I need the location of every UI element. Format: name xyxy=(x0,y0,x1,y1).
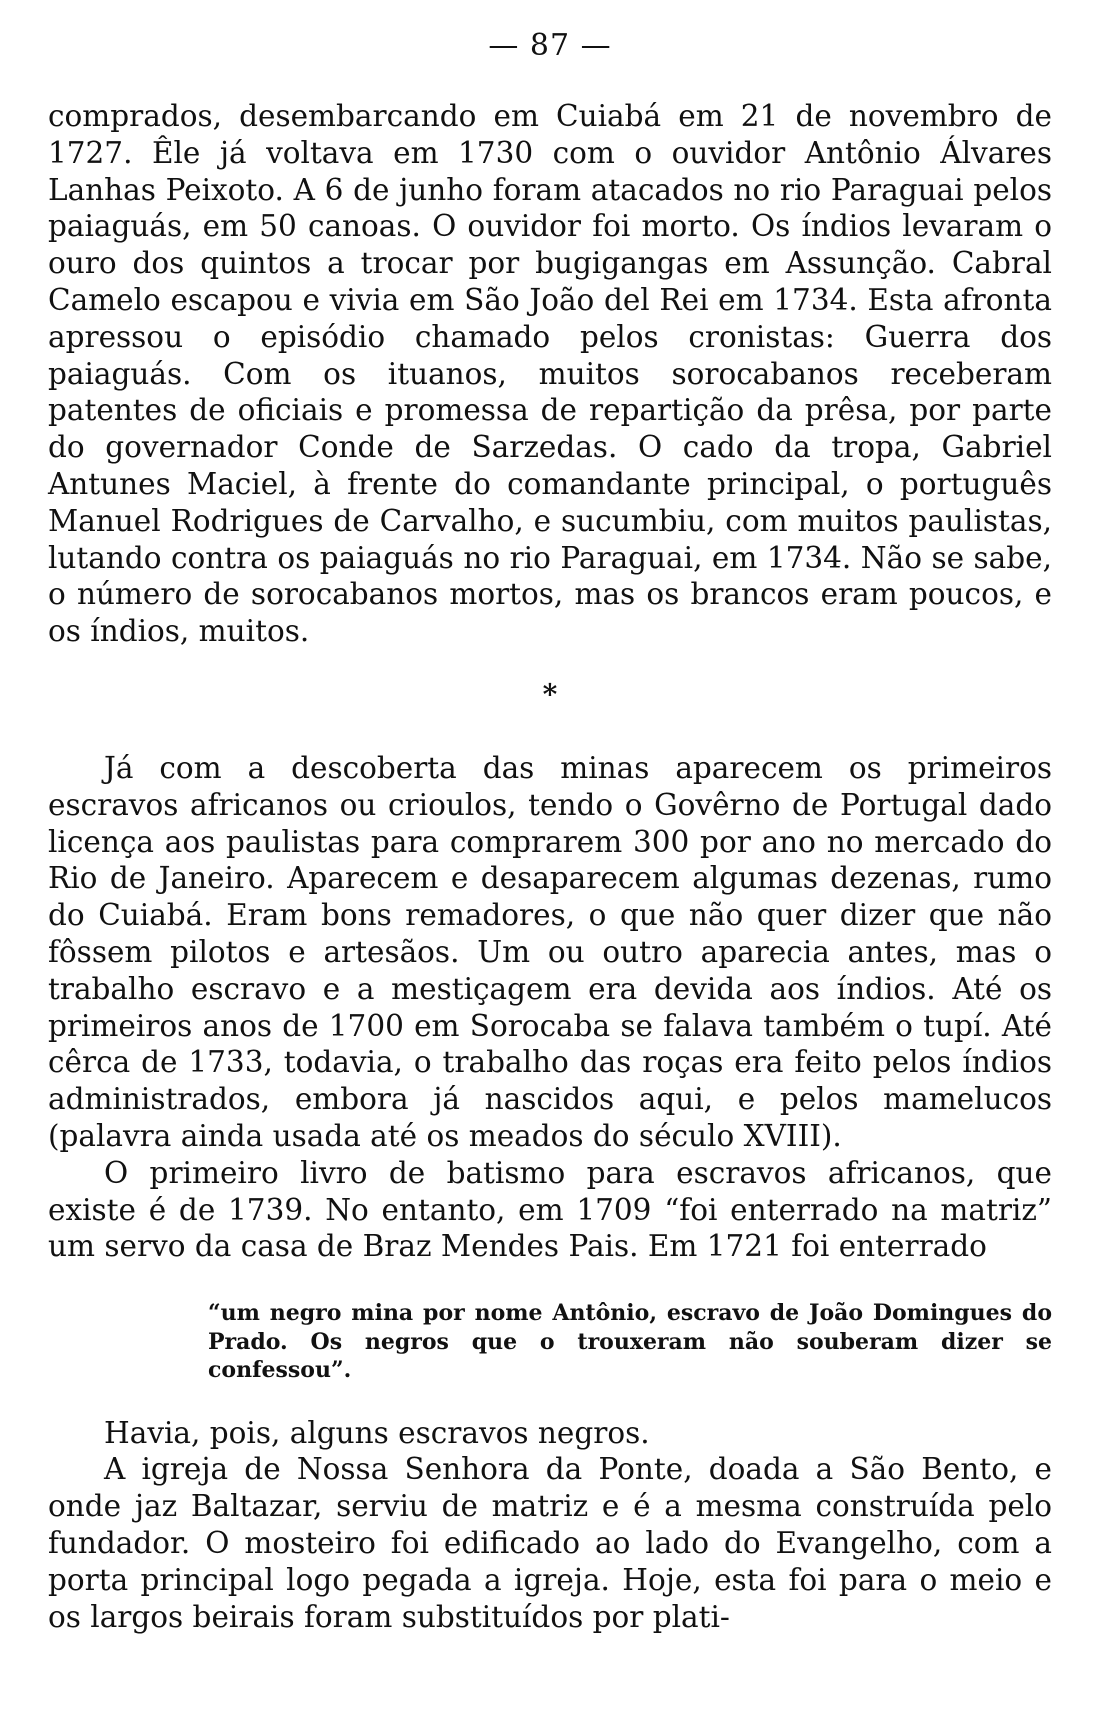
page-number: — 87 — xyxy=(488,28,612,63)
paragraph-livro-batismo: O primeiro livro de batismo para escravos africanos, que existe é de 1739. No entanto, em 1709 “foi enterrado na matriz” um servo da casa de Braz Mendes Pais. Em 1721 foi enterrado xyxy=(48,1155,1052,1264)
block-quote: “um negro mina por nome Antônio, escravo de João Domingues do Prado. Os negros que o trouxeram não souberam dizer se confessou”. xyxy=(208,1300,1052,1384)
paragraph-guerra-paiaguas: comprados, desembarcando em Cuiabá em 21 de novembro de 1727. Êle já voltava em 1730 com o ouvidor Antônio Álvares Lanhas Peixoto. A 6 de junho foram atacados no rio Paraguai pelos paiaguás, em 50 canoas. O ouvidor foi morto. Os índios levaram o ouro dos quintos a trocar por bugigangas em Assunção. Cabral Camelo escapou e vivia em São João del Rei em 1734. Esta afronta apressou o episódio chamado pelos cronistas: Guerra dos paiaguás. Com os ituanos, muitos sorocabanos receberam patentes de oficiais e promessa de repartição da prêsa, por parte do governador Conde de Sarzedas. O cado da tropa, Gabriel Antunes Maciel, à frente do comandante principal, o português Manuel Rodrigues de Carvalho, e sucumbiu, com muitos paulistas, lutando contra os paiaguás no rio Paraguai, em 1734. Não se sabe, o número de sorocabanos mortos, mas os brancos eram poucos, e os índios, muitos. xyxy=(48,99,1052,649)
paragraph-escravos-africanos: Já com a descoberta das minas aparecem os primeiros escravos africanos ou crioulos, tendo o Govêrno de Portugal dado licença aos paulistas para comprarem 300 por ano no mercado do Rio de Janeiro. Aparecem e desaparecem algumas dezenas, rumo do Cuiabá. Eram bons remadores, o que não quer dizer que não fôssem pilotos e artesãos. Um ou outro aparecia antes, mas o trabalho escravo e a mestiçagem era devida aos índios. Até os primeiros anos de 1700 em Sorocaba se falava também o tupí. Até cêrca de 1733, todavia, o trabalho das roças era feito pelos índios administrados, embora já nascidos aqui, e pelos mamelucos (palavra ainda usada até os meados do século XVIII). xyxy=(48,750,1052,1153)
paragraph-igreja: A igreja de Nossa Senhora da Ponte, doada a São Bento, e onde jaz Baltazar, serviu de matriz e é a mesma construída pelo fundador. O mosteiro foi edificado ao lado do Evangelho, com a porta principal logo pegada a igreja. Hoje, esta foi para o meio e os largos beirais foram substituídos por plati- xyxy=(48,1452,1052,1634)
section-separator: * xyxy=(542,677,558,711)
paragraph-escravos-negros: Havia, pois, alguns escravos negros. xyxy=(104,1415,650,1450)
book-page xyxy=(48,24,1052,1635)
